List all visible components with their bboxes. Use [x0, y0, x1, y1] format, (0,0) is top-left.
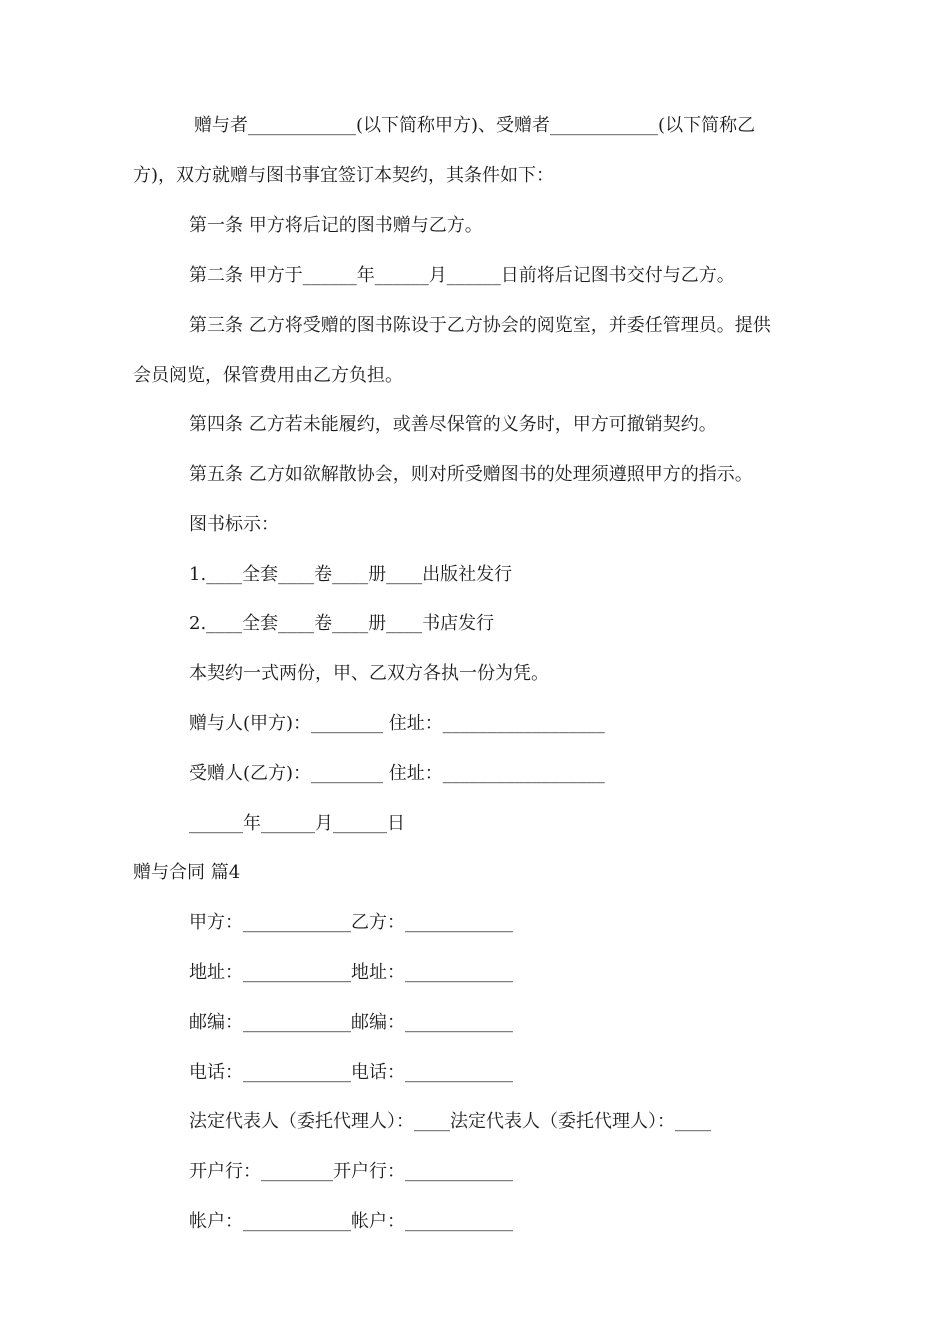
- article-3-line-2: 会员阅览，保管费用由乙方负担。: [133, 365, 403, 386]
- address-line: 地址：____________地址：____________: [189, 962, 513, 983]
- article-4: 第四条 乙方若未能履约，或善尽保管的义务时，甲方可撤销契约。: [189, 414, 717, 435]
- date-line: ______年______月______日: [189, 813, 405, 834]
- donor-signature-line: 赠与人(甲方)：________ 住址：__________________: [189, 713, 605, 734]
- article-2: 第二条 甲方于______年______月______日前将后记图书交付与乙方。: [189, 265, 735, 286]
- postcode-line: 邮编：____________邮编：____________: [189, 1012, 513, 1033]
- book-item-2: 2.____全套____卷____册____书店发行: [189, 613, 495, 634]
- section-heading: 赠与合同 篇4: [133, 862, 241, 883]
- donee-signature-line: 受赠人(乙方)：________ 住址：__________________: [189, 763, 605, 784]
- bank-line: 开户行：________开户行：____________: [189, 1161, 513, 1182]
- article-3-line-1: 第三条 乙方将受赠的图书陈设于乙方协会的阅览室，并委任管理员。提供: [189, 315, 771, 336]
- party-names-line: 甲方：____________乙方：____________: [189, 912, 513, 933]
- legal-representative-line: 法定代表人（委托代理人）：____法定代表人（委托代理人）：____: [189, 1111, 711, 1132]
- book-item-1: 1.____全套____卷____册____出版社发行: [189, 564, 513, 585]
- article-1: 第一条 甲方将后记的图书赠与乙方。: [189, 215, 483, 236]
- book-listing-heading: 图书标示：: [189, 514, 279, 535]
- intro-paragraph-line-2: 方)，双方就赠与图书事宜签订本契约，其条件如下：: [133, 165, 555, 186]
- copies-clause: 本契约一式两份，甲、乙双方各执一份为凭。: [189, 663, 549, 684]
- phone-line: 电话：____________电话：____________: [189, 1062, 513, 1083]
- article-5: 第五条 乙方如欲解散协会，则对所受赠图书的处理须遵照甲方的指示。: [189, 464, 753, 485]
- account-line: 帐户：____________帐户：____________: [189, 1211, 513, 1232]
- intro-paragraph-line-1: 赠与者____________(以下简称甲方)、受赠者____________(以下简称乙: [194, 115, 756, 136]
